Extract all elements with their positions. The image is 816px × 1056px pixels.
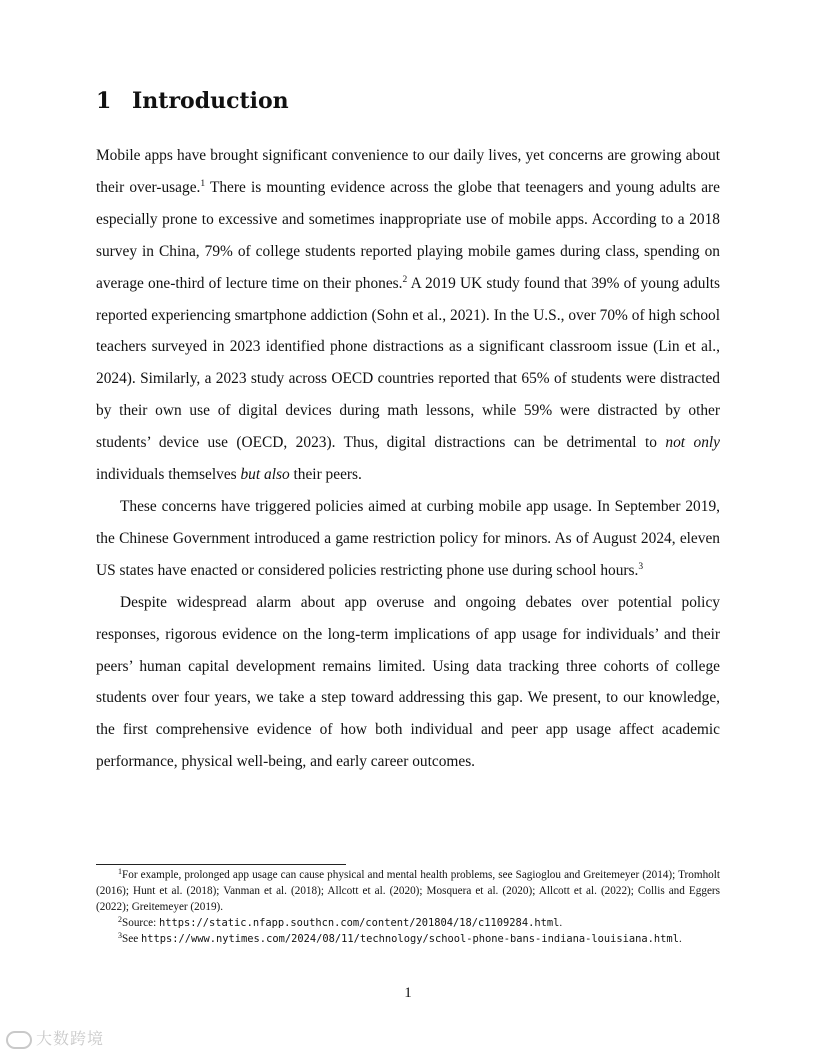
page-number: 1 [404, 985, 412, 1001]
footnote-ref-2[interactable]: 2 [402, 274, 408, 285]
paragraph-1 [96, 140, 720, 491]
footnote-ref-1[interactable]: 1 [200, 178, 206, 189]
footnote-2-link[interactable]: https://static.nfapp.southcn.com/content/201804/18/c1109284.html [158, 917, 560, 929]
paragraph-3: Despite widespread alarm about app overuse and ongoing debates over potential policy responses, rigorous evidence on the long-term implications of app usage for individuals’ and their peers’ human capital development remains limited. Using data tracking three cohorts of college students over four years, we take a step toward addressing this gap. We present, to our knowledge, the first comprehensive evidence of how both individual and peer app usage affect academic performance, physical well-being, and early career outcomes. [96, 593, 720, 771]
paragraph-1-text-a: Mobile apps have brought significant convenience to our daily lives, yet concerns are growing about their over-usage. [96, 147, 720, 196]
section-number: 1 [96, 88, 112, 114]
footnote-2 [96, 915, 720, 931]
footnote-3-link[interactable]: https://www.nytimes.com/2024/08/11/technology/school-phone-bans-indiana-louisiana.html [140, 933, 679, 945]
watermark [6, 1026, 104, 1049]
paragraph-1-text-e: their peers. [289, 466, 362, 484]
footnote-3-prefix: See [122, 933, 141, 945]
paragraph-1-text-c: A 2019 UK study found that 39% of young adults reported experiencing smartphone addiction (Sohn et al., 2021). In the U.S., over 70% of high school teachers surveyed in 2023 identified phone distractions as a significant classroom issue (Lin et al., 2024). Similarly, a 2023 study across OECD countries reported that 65% of students were distracted by their own use of digital devices during math lessons, while 59% were distracted by other students’ device use (OECD, 2023). Thus, digital distractions can be detrimental to [96, 274, 720, 452]
emphasis-but-also: but also [240, 466, 290, 484]
section-title: Introduction [132, 88, 289, 114]
emphasis-not-only: not only [665, 434, 720, 452]
footnote-3 [96, 931, 720, 947]
footnote-mark-1: 1 [118, 867, 122, 876]
footnote-mark-2: 2 [118, 915, 122, 924]
paragraph-2-text: These concerns have triggered policies aimed at curbing mobile app usage. In September 2019, the Chinese Government introduced a game restriction policy for minors. As of August 2024, eleven US states have enacted or considered policies restricting phone use during school hours. [96, 497, 720, 579]
body-text [96, 140, 720, 778]
footnote-2-prefix: Source: [122, 917, 159, 929]
footnote-mark-3: 3 [118, 931, 122, 940]
footnote-3-suffix: . [678, 933, 682, 945]
paragraph-2 [96, 491, 720, 587]
paragraph-1-text-b: There is mounting evidence across the globe that teenagers and young adults are especially prone to excessive and sometimes inappropriate use of mobile apps. According to a 2018 survey in China, 79% of college students reported playing mobile games during class, spending on average one-third of lecture time on their phones. [96, 178, 721, 292]
watermark-text: 大数跨境 [36, 1029, 105, 1048]
section-heading [96, 88, 289, 114]
footnote-divider [96, 864, 346, 865]
footnote-2-suffix: . [559, 917, 563, 929]
paragraph-1-text-d: individuals themselves [96, 466, 241, 484]
footnotes [96, 867, 720, 947]
footnote-1 [96, 867, 720, 915]
watermark-logo-icon [6, 1031, 32, 1049]
footnote-ref-3[interactable]: 3 [638, 561, 644, 572]
footnote-1-text: For example, prolonged app usage can cause physical and mental health problems, see Sagioglou and Greitemeyer (2014); Tromholt (2016); Hunt et al. (2018); Vanman et al. (2018); Allcott et al. (2020); Mosquera et al. (2020); Allcott et al. (2022); Collis and Eggers (2022); Greitemeyer (2019). [96, 869, 720, 913]
